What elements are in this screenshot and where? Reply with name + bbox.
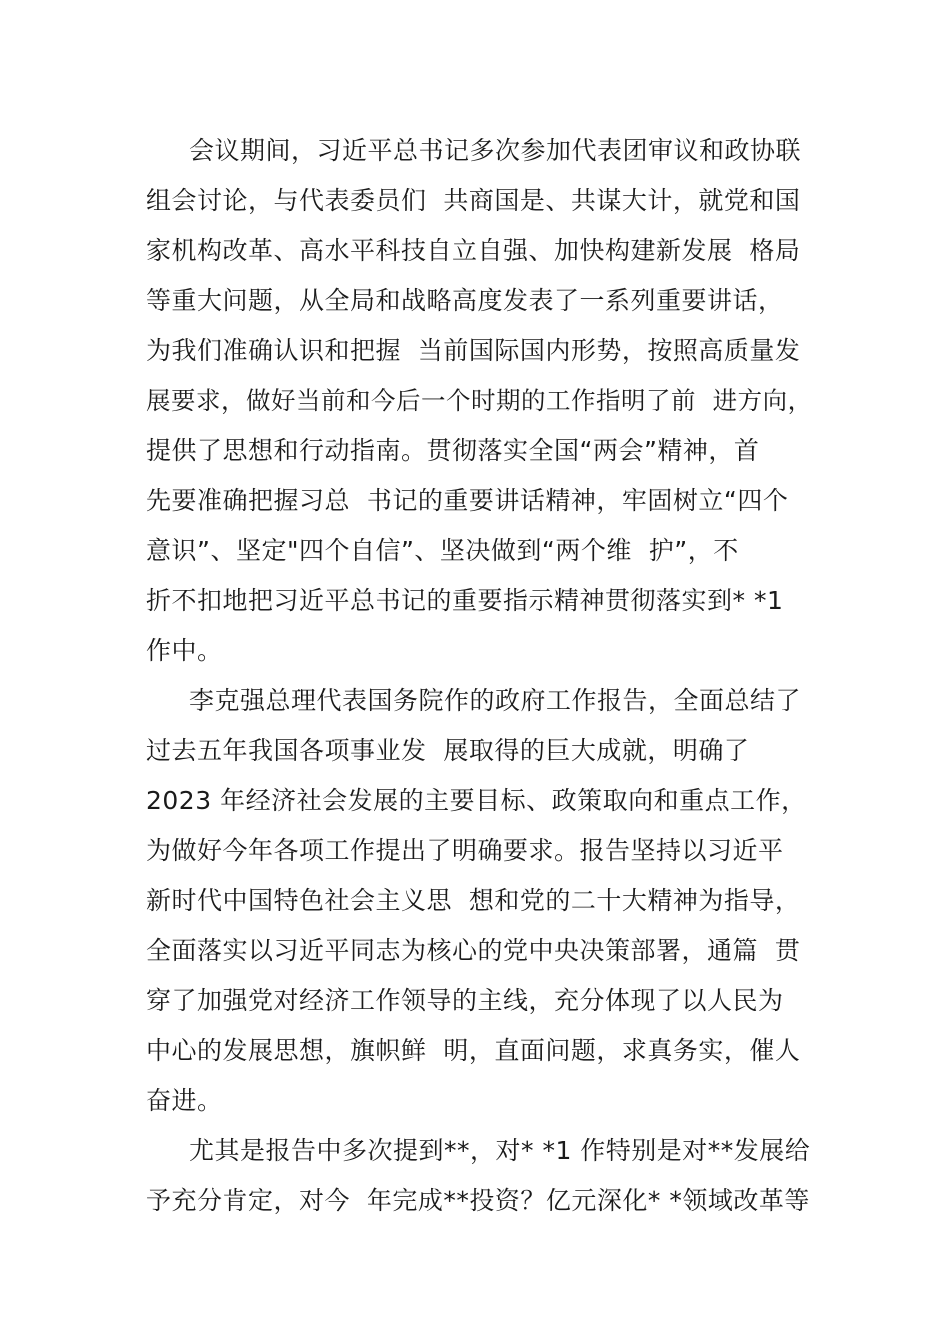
paragraph-2-line-8: 中心的发展思想，旗帜鲜 明，直面问题，求真务实，催人 [146, 1036, 801, 1065]
paragraph-2-line-2: 过去五年我国各项事业发 展取得的巨大成就，明确了 [146, 736, 750, 765]
paragraph-1-line-5: 为我们准确认识和把握 当前国际国内形势，按照高质量发 [146, 336, 801, 365]
paragraph-2-line-7: 穿了加强党对经济工作领导的主线，充分体现了以人民为 [146, 986, 784, 1015]
paragraph-1-line-11: 作中。 [146, 636, 223, 665]
paragraph-2-line-5: 新时代中国特色社会主义思 想和党的二十大精神为指导， [146, 886, 801, 915]
paragraph-1-line-2: 组会讨论，与代表委员们 共商国是、共谋大计，就党和国 [146, 186, 801, 215]
paragraph-2-line-3: 2023 年经济社会发展的主要目标、政策取向和重点工作， [146, 786, 807, 815]
paragraph-1-line-3: 家机构改革、高水平科技自立自强、加快构建新发展 格局 [146, 236, 801, 265]
paragraph-1-line-7: 提供了思想和行动指南。贯彻落实全国“两会”精神，首 [146, 436, 760, 465]
paragraph-1-line-1: 会议期间，习近平总书记多次参加代表团审议和政协联 [189, 136, 802, 165]
paragraph-3-line-2: 予充分肯定，对今 年完成**投资？亿元深化* *领域改革等 [146, 1186, 810, 1215]
paragraph-1-line-9: 意识”、坚定"四个自信”、坚决做到“两个维 护”，不 [146, 536, 739, 565]
paragraph-1-line-6: 展要求，做好当前和今后一个时期的工作指明了前 进方向， [146, 386, 813, 415]
paragraph-2-line-6: 全面落实以习近平同志为核心的党中央决策部署，通篇 贯 [146, 936, 801, 965]
paragraph-2-line-4: 为做好今年各项工作提出了明确要求。报告坚持以习近平 [146, 836, 784, 865]
paragraph-3-line-1: 尤其是报告中多次提到**，对* *1 作特别是对**发展给 [189, 1136, 811, 1165]
paragraph-1-line-10: 折不扣地把习近平总书记的重要指示精神贯彻落实到* *1 [146, 586, 784, 615]
paragraph-1-line-8: 先要准确把握习总 书记的重要讲话精神，牢固树立“四个 [146, 486, 789, 515]
paragraph-2-line-1: 李克强总理代表国务院作的政府工作报告，全面总结了 [189, 686, 802, 715]
paragraph-2-line-9: 奋进。 [146, 1086, 223, 1115]
paragraph-1-line-4: 等重大问题，从全局和战略高度发表了一系列重要讲话， [146, 286, 784, 315]
